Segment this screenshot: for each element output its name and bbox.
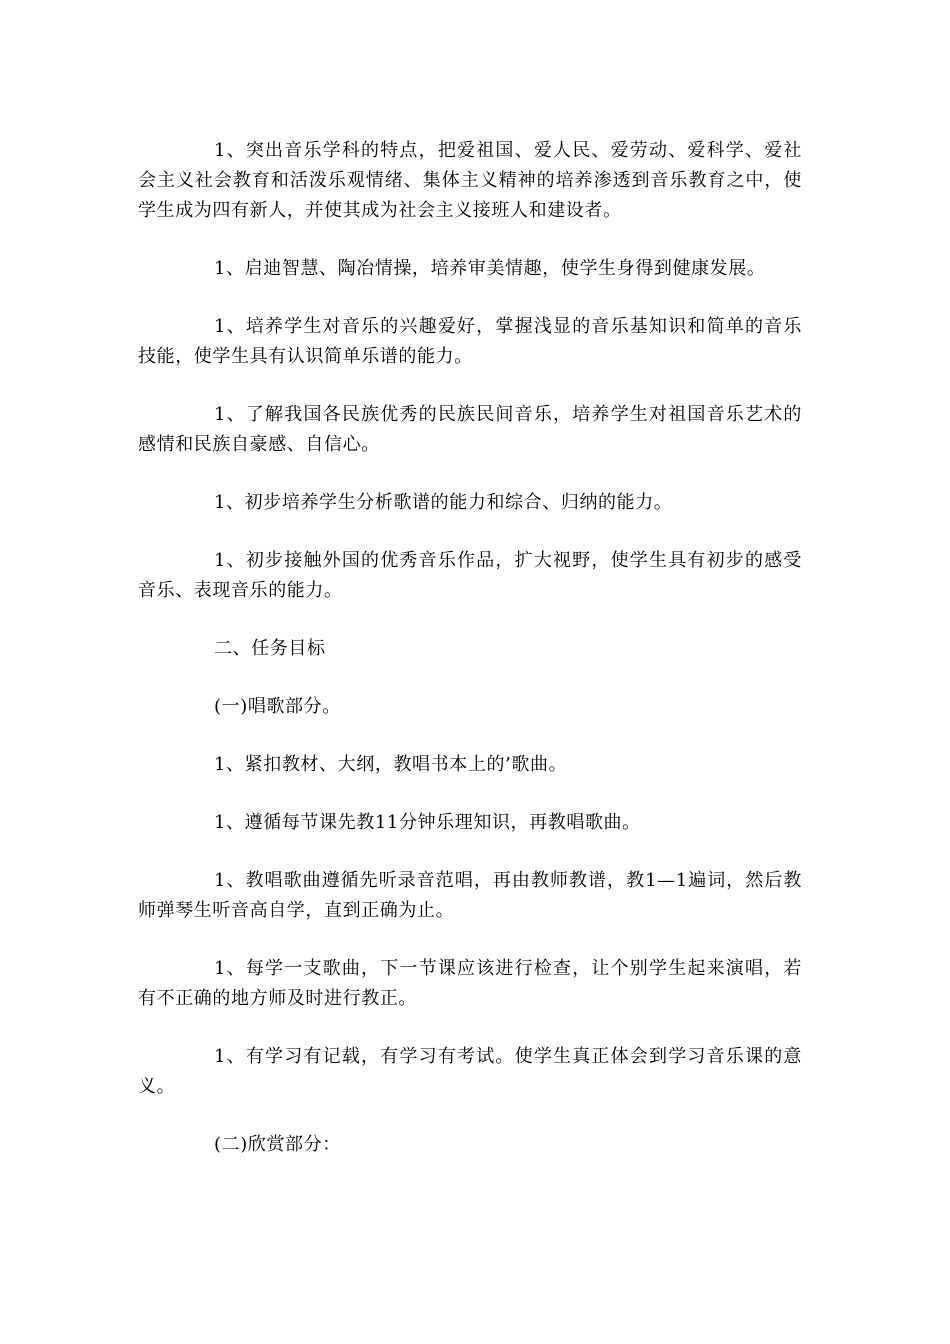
paragraph-singing-theory: 1、遵循每节课先教11分钟乐理知识，再教唱歌曲。 xyxy=(214,812,641,833)
paragraph-singing-method: 1、教唱歌曲遵循先听录音范唱，再由教师教谱，教1—1遍词，然后教师弹琴生听音高自学，直到正确为止。 xyxy=(138,870,802,921)
paragraph-goal-foreign-music: 1、初步接触外国的优秀音乐作品，扩大视野，使学生具有初步的感受音乐、表现音乐的能力。 xyxy=(138,550,802,601)
paragraph-singing-textbook: 1、紧扣教材、大纲，教唱书本上的’歌曲。 xyxy=(214,754,568,775)
paragraph-goal-wisdom: 1、启迪智慧、陶冶情操，培养审美情趣，使学生身得到健康发展。 xyxy=(214,258,766,279)
paragraph-singing-check: 1、每学一支歌曲，下一节课应该进行检查，让个别学生起来演唱，若有不正确的地方师及时进行教正。 xyxy=(138,958,802,1009)
document-body xyxy=(138,136,802,1188)
paragraph-goal-interest: 1、培养学生对音乐的兴趣爱好，掌握浅显的音乐基知识和简单的音乐技能，使学生具有认识简单乐谱的能力。 xyxy=(138,316,802,367)
paragraph-goal-folk-music: 1、了解我国各民族优秀的民族民间音乐，培养学生对祖国音乐艺术的感情和民族自豪感、自信心。 xyxy=(138,404,802,455)
paragraph-goal-patriotic: 1、突出音乐学科的特点，把爱祖国、爱人民、爱劳动、爱科学、爱社会主义社会教育和活泼乐观情绪、集体主义精神的培养渗透到音乐教育之中，使学生成为四有新人，并使其成为社会主义接班人和建设者。 xyxy=(138,140,802,221)
subsection-heading-appreciation: (二)欣赏部分： xyxy=(214,1134,341,1155)
paragraph-goal-analysis: 1、初步培养学生分析歌谱的能力和综合、归纳的能力。 xyxy=(214,492,673,513)
subsection-heading-singing: (一)唱歌部分。 xyxy=(214,696,341,717)
paragraph-singing-records: 1、有学习有记载，有学习有考试。使学生真正体会到学习音乐课的意义。 xyxy=(138,1046,802,1097)
section-heading-task-goals: 二、任务目标 xyxy=(214,638,326,659)
